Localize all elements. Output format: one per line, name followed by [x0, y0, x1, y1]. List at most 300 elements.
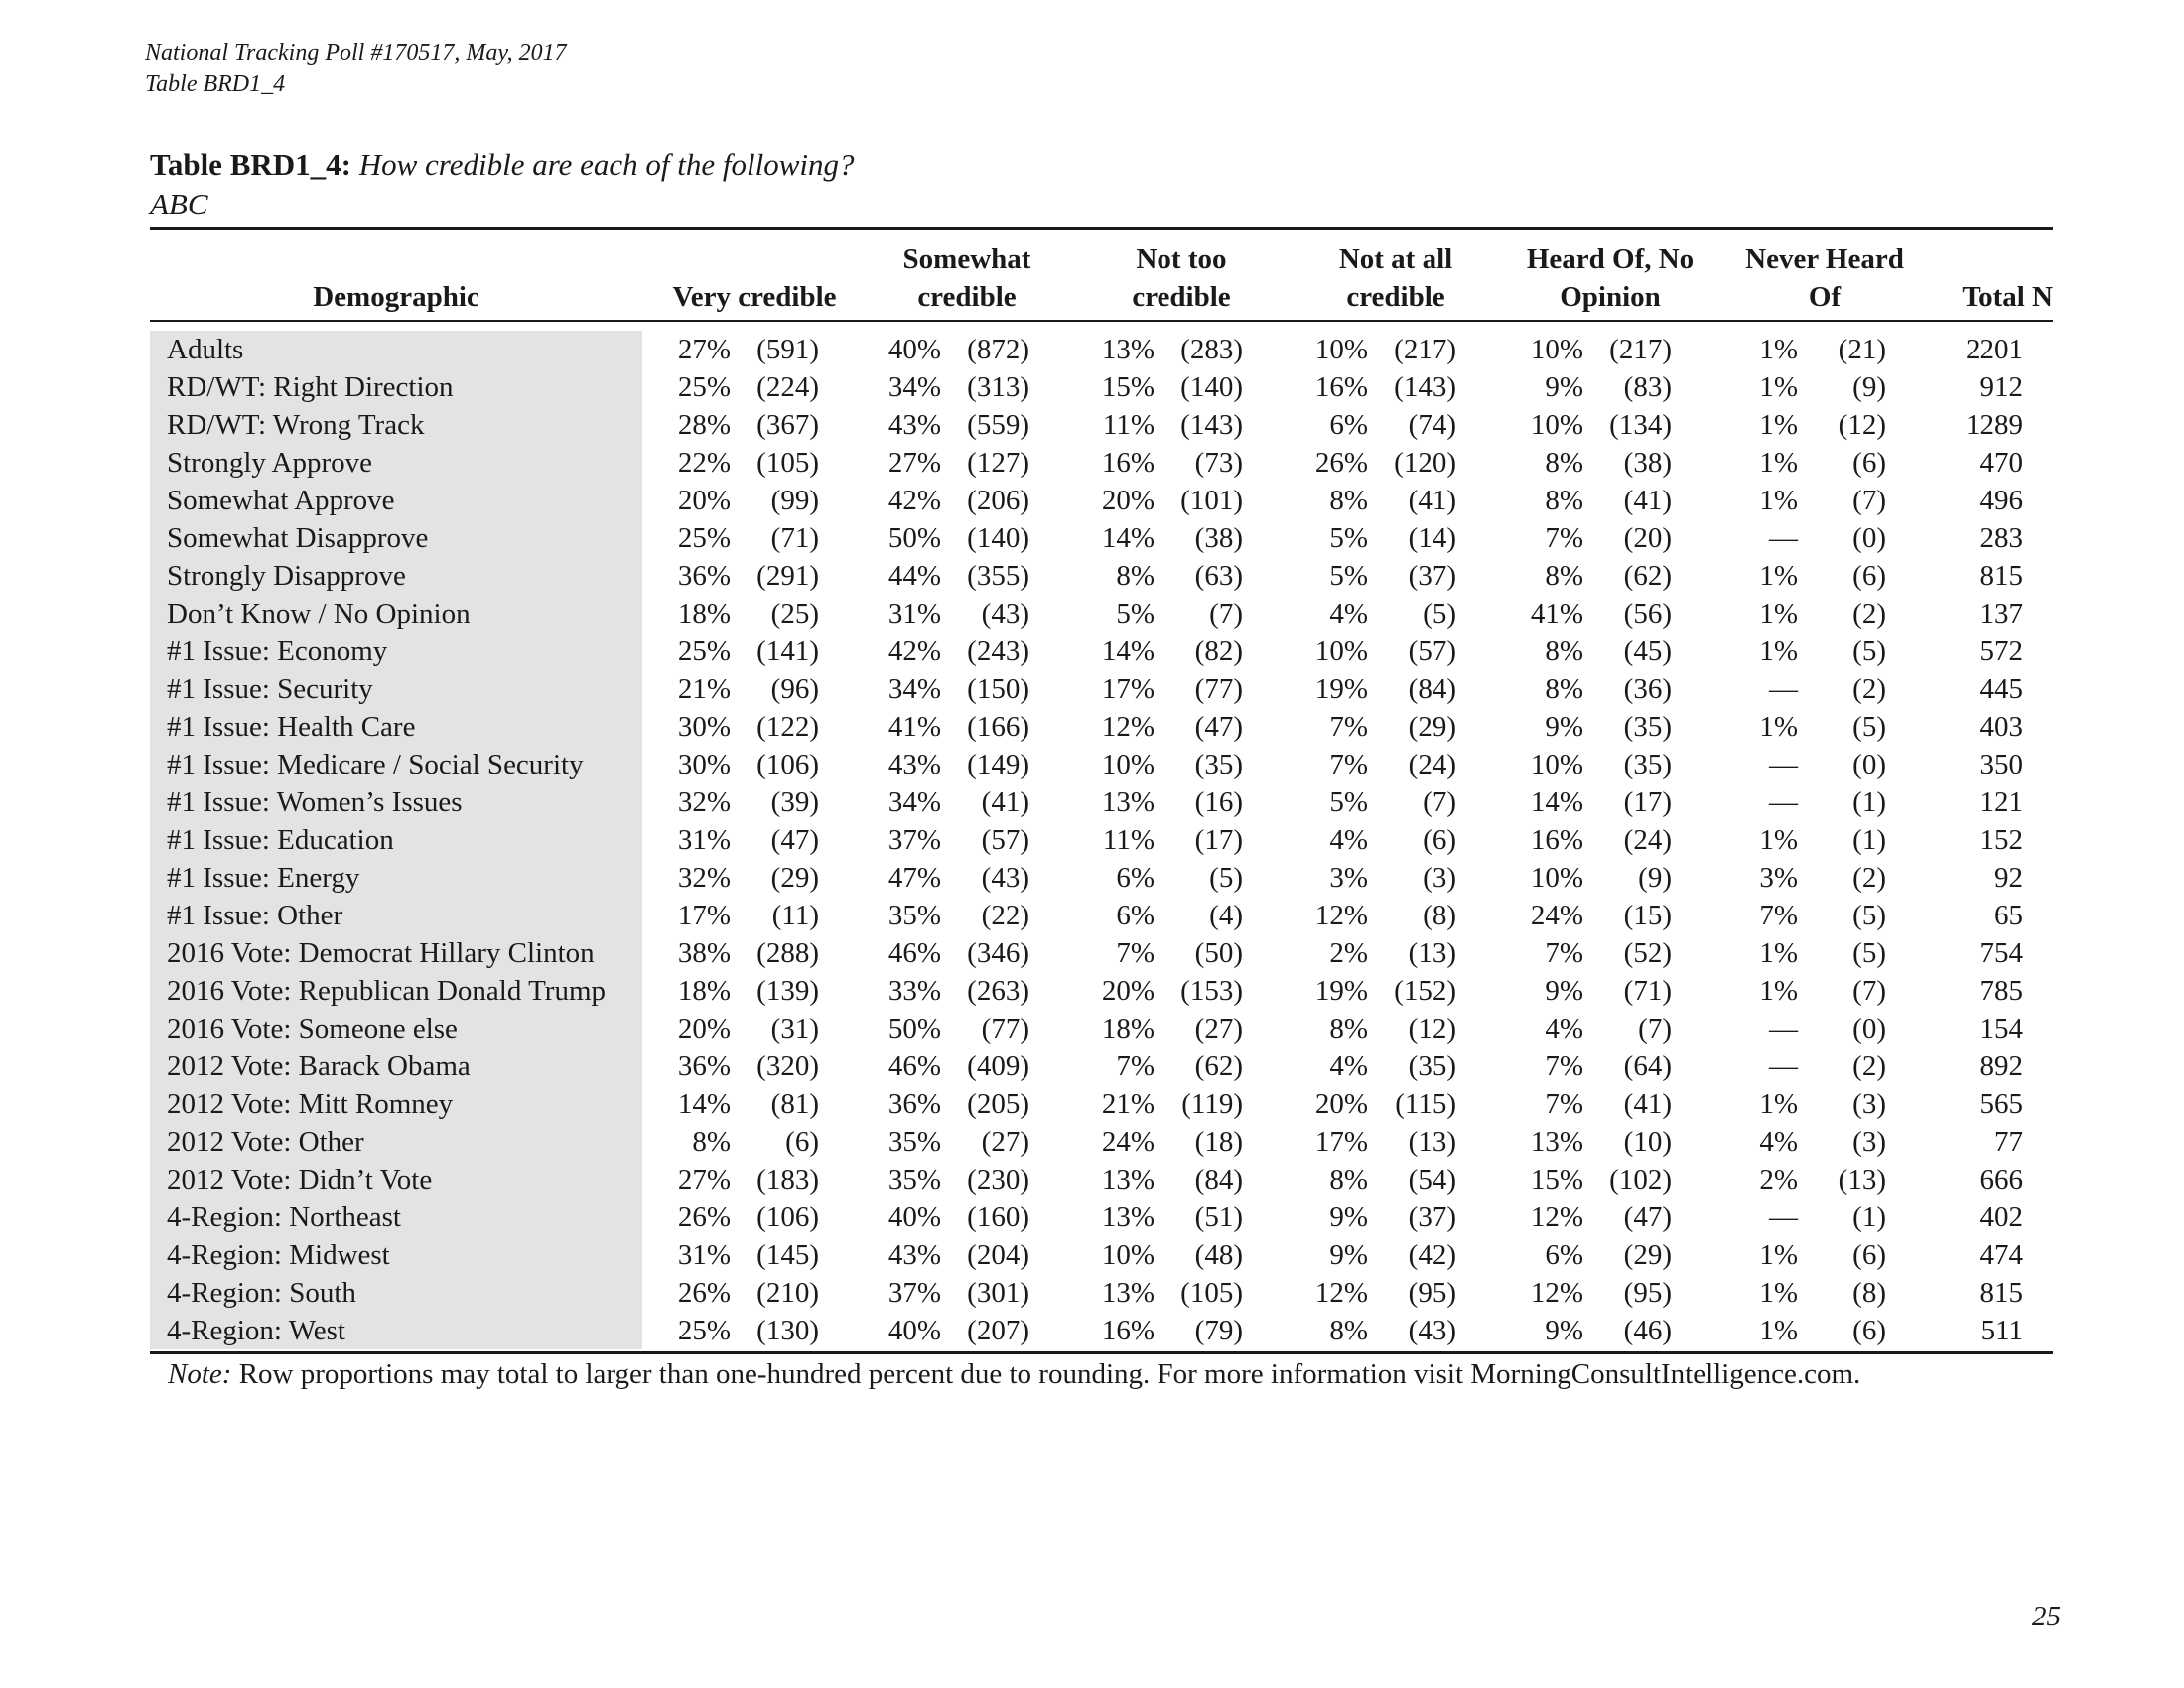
table-row	[150, 519, 2053, 557]
count-cell: (7)	[1638, 1013, 1672, 1045]
percent-cell: 42%	[887, 485, 941, 516]
count-cell: (207)	[967, 1315, 1029, 1346]
percent-cell: 8%	[1329, 1013, 1368, 1045]
count-cell: (29)	[1623, 1239, 1672, 1271]
count-cell: (143)	[1180, 409, 1243, 441]
total-n-cell: 474	[1979, 1239, 2023, 1271]
percent-cell: 40%	[887, 1201, 941, 1233]
count-cell: (7)	[1852, 975, 1886, 1007]
count-cell: (355)	[967, 560, 1029, 592]
count-cell: (0)	[1852, 1013, 1886, 1045]
note-text: Row proportions may total to larger than one-hundred percent due to rounding. For more information visit MorningConsultIntelligence.com.	[238, 1358, 1861, 1390]
count-cell: (6)	[1852, 447, 1886, 479]
poll-name: National Tracking Poll #170517, May, 2017	[145, 40, 567, 66]
count-cell: (127)	[967, 447, 1029, 479]
row-label: #1 Issue: Energy	[167, 862, 360, 894]
table-question: How credible are each of the following?	[358, 147, 855, 182]
percent-cell: 9%	[1329, 1239, 1368, 1271]
percent-cell: 8%	[1329, 1315, 1368, 1346]
percent-cell: 1%	[1759, 560, 1798, 592]
count-cell: (313)	[967, 371, 1029, 403]
count-cell: (243)	[967, 635, 1029, 667]
count-cell: (145)	[756, 1239, 819, 1271]
count-cell: (8)	[1423, 900, 1456, 931]
percent-cell: 16%	[1314, 371, 1368, 403]
note-label: Note:	[168, 1358, 232, 1390]
count-cell: (16)	[1194, 786, 1243, 818]
count-cell: (5)	[1423, 598, 1456, 630]
count-cell: (13)	[1408, 1126, 1456, 1158]
percent-cell: 8%	[1116, 560, 1155, 592]
percent-cell: 19%	[1314, 673, 1368, 705]
percent-cell: 4%	[1329, 598, 1368, 630]
percent-cell: 7%	[1545, 1051, 1583, 1082]
percent-cell: 43%	[887, 749, 941, 780]
row-label: #1 Issue: Security	[167, 673, 373, 705]
count-cell: (106)	[756, 749, 819, 780]
count-cell: (13)	[1838, 1164, 1886, 1196]
percent-cell: 1%	[1759, 635, 1798, 667]
percent-cell: 10%	[1101, 1239, 1155, 1271]
percent-cell: 3%	[1759, 862, 1798, 894]
count-cell: (77)	[1194, 673, 1243, 705]
row-label: 4-Region: Midwest	[167, 1239, 390, 1271]
row-label: RD/WT: Right Direction	[167, 371, 454, 403]
total-n-cell: 121	[1979, 786, 2023, 818]
percent-cell: 10%	[1530, 749, 1583, 780]
count-cell: (141)	[756, 635, 819, 667]
count-cell: (153)	[1180, 975, 1243, 1007]
percent-cell: 35%	[887, 1126, 941, 1158]
count-cell: (6)	[1852, 560, 1886, 592]
count-cell: (2)	[1852, 1051, 1886, 1082]
count-cell: (1)	[1852, 786, 1886, 818]
percent-cell: 25%	[677, 635, 731, 667]
percent-cell: 25%	[677, 371, 731, 403]
count-cell: (35)	[1194, 749, 1243, 780]
count-cell: (83)	[1623, 371, 1672, 403]
percent-cell: 26%	[1314, 447, 1368, 479]
count-cell: (62)	[1194, 1051, 1243, 1082]
percent-cell: 12%	[1314, 900, 1368, 931]
count-cell: (71)	[1623, 975, 1672, 1007]
table-row	[150, 557, 2053, 595]
count-cell: (9)	[1852, 371, 1886, 403]
total-n-cell: 65	[1994, 900, 2023, 931]
count-cell: (122)	[756, 711, 819, 743]
row-label: 4-Region: South	[167, 1277, 356, 1309]
count-cell: (17)	[1623, 786, 1672, 818]
count-cell: (5)	[1209, 862, 1243, 894]
percent-cell: 6%	[1116, 862, 1155, 894]
count-cell: (301)	[967, 1277, 1029, 1309]
table-row	[150, 1312, 2053, 1349]
count-cell: (57)	[1408, 635, 1456, 667]
column-header-somewhat-credible: Somewhat credible	[902, 243, 1031, 313]
row-label: 2016 Vote: Someone else	[167, 1013, 458, 1045]
count-cell: (56)	[1623, 598, 1672, 630]
count-cell: (43)	[981, 862, 1029, 894]
percent-cell: 27%	[887, 447, 941, 479]
count-cell: (6)	[785, 1126, 819, 1158]
count-cell: (51)	[1194, 1201, 1243, 1233]
count-cell: (20)	[1623, 522, 1672, 554]
total-n-cell: 92	[1994, 862, 2023, 894]
count-cell: (41)	[1408, 485, 1456, 516]
count-cell: (10)	[1623, 1126, 1672, 1158]
total-n-cell: 283	[1979, 522, 2023, 554]
count-cell: (29)	[770, 862, 819, 894]
percent-cell: 8%	[1545, 447, 1583, 479]
percent-cell: 7%	[1116, 937, 1155, 969]
percent-cell: 9%	[1545, 1315, 1583, 1346]
header-divider-rule	[150, 320, 2053, 322]
percent-cell: 7%	[1329, 711, 1368, 743]
count-cell: (74)	[1408, 409, 1456, 441]
count-cell: (96)	[770, 673, 819, 705]
row-label: 2012 Vote: Barack Obama	[167, 1051, 471, 1082]
percent-cell: 36%	[677, 1051, 731, 1082]
percent-cell: 1%	[1759, 1277, 1798, 1309]
percent-cell: 36%	[887, 1088, 941, 1120]
column-header-demographic: Demographic	[313, 281, 479, 313]
percent-cell: 20%	[1314, 1088, 1368, 1120]
row-label: 4-Region: Northeast	[167, 1201, 401, 1233]
table-row	[150, 934, 2053, 972]
count-cell: (82)	[1194, 635, 1243, 667]
percent-cell: 43%	[887, 1239, 941, 1271]
count-cell: (35)	[1408, 1051, 1456, 1082]
table-row	[150, 1010, 2053, 1048]
percent-cell: 20%	[677, 485, 731, 516]
percent-cell: 20%	[1101, 485, 1155, 516]
column-header-not-too-credible: Not too credible	[1132, 243, 1231, 313]
percent-cell: 10%	[1101, 749, 1155, 780]
percent-cell: 34%	[887, 673, 941, 705]
table-row	[150, 444, 2053, 482]
table-row	[150, 1048, 2053, 1085]
count-cell: (3)	[1423, 862, 1456, 894]
percent-cell: 17%	[1101, 673, 1155, 705]
row-label: #1 Issue: Medicare / Social Security	[167, 749, 584, 780]
count-cell: (57)	[981, 824, 1029, 856]
percent-cell: 17%	[1314, 1126, 1368, 1158]
count-cell: (230)	[967, 1164, 1029, 1196]
percent-cell: 46%	[887, 1051, 941, 1082]
row-label: #1 Issue: Health Care	[167, 711, 416, 743]
count-cell: (27)	[981, 1126, 1029, 1158]
percent-cell: 8%	[692, 1126, 731, 1158]
table-row	[150, 406, 2053, 444]
percent-cell: 1%	[1759, 824, 1798, 856]
percent-cell: —	[1769, 522, 1798, 554]
count-cell: (37)	[1408, 560, 1456, 592]
percent-cell: 38%	[677, 937, 731, 969]
percent-cell: 1%	[1759, 711, 1798, 743]
count-cell: (346)	[967, 937, 1029, 969]
percent-cell: 8%	[1329, 485, 1368, 516]
total-n-cell: 511	[1980, 1315, 2023, 1346]
count-cell: (54)	[1408, 1164, 1456, 1196]
table-row	[150, 821, 2053, 859]
count-cell: (12)	[1838, 409, 1886, 441]
count-cell: (105)	[1180, 1277, 1243, 1309]
total-n-cell: 815	[1979, 1277, 2023, 1309]
count-cell: (6)	[1852, 1315, 1886, 1346]
percent-cell: 47%	[887, 862, 941, 894]
percent-cell: 20%	[1101, 975, 1155, 1007]
count-cell: (18)	[1194, 1126, 1243, 1158]
count-cell: (0)	[1852, 749, 1886, 780]
total-n-cell: 565	[1979, 1088, 2023, 1120]
count-cell: (320)	[756, 1051, 819, 1082]
count-cell: (8)	[1852, 1277, 1886, 1309]
percent-cell: 35%	[887, 1164, 941, 1196]
percent-cell: 16%	[1101, 1315, 1155, 1346]
count-cell: (206)	[967, 485, 1029, 516]
count-cell: (139)	[756, 975, 819, 1007]
count-cell: (559)	[967, 409, 1029, 441]
count-cell: (25)	[770, 598, 819, 630]
percent-cell: 4%	[1329, 1051, 1368, 1082]
count-cell: (152)	[1394, 975, 1456, 1007]
percent-cell: 13%	[1101, 1277, 1155, 1309]
total-n-cell: 666	[1979, 1164, 2023, 1196]
row-label: 2012 Vote: Other	[167, 1126, 364, 1158]
total-n-cell: 2201	[1966, 334, 2023, 365]
percent-cell: 14%	[1101, 522, 1155, 554]
percent-cell: —	[1769, 1051, 1798, 1082]
percent-cell: 12%	[1101, 711, 1155, 743]
count-cell: (7)	[1209, 598, 1243, 630]
count-cell: (21)	[1838, 334, 1886, 365]
percent-cell: 43%	[887, 409, 941, 441]
percent-cell: 32%	[677, 786, 731, 818]
count-cell: (27)	[1194, 1013, 1243, 1045]
count-cell: (204)	[967, 1239, 1029, 1271]
total-n-cell: 470	[1979, 447, 2023, 479]
count-cell: (84)	[1408, 673, 1456, 705]
table-row	[150, 897, 2053, 934]
row-label: #1 Issue: Women’s Issues	[167, 786, 463, 818]
column-header-total-n: Total N	[1962, 281, 2053, 313]
count-cell: (217)	[1609, 334, 1672, 365]
count-cell: (77)	[981, 1013, 1029, 1045]
percent-cell: 50%	[887, 522, 941, 554]
table-row	[150, 368, 2053, 406]
percent-cell: 42%	[887, 635, 941, 667]
row-label: 2012 Vote: Didn’t Vote	[167, 1164, 433, 1196]
count-cell: (22)	[981, 900, 1029, 931]
percent-cell: 19%	[1314, 975, 1368, 1007]
percent-cell: 41%	[887, 711, 941, 743]
percent-cell: 16%	[1530, 824, 1583, 856]
percent-cell: 32%	[677, 862, 731, 894]
count-cell: (73)	[1194, 447, 1243, 479]
percent-cell: 34%	[887, 786, 941, 818]
table-row	[150, 633, 2053, 670]
table-row	[150, 859, 2053, 897]
percent-cell: 50%	[887, 1013, 941, 1045]
percent-cell: 26%	[677, 1201, 731, 1233]
count-cell: (115)	[1395, 1088, 1456, 1120]
count-cell: (5)	[1852, 937, 1886, 969]
count-cell: (120)	[1394, 447, 1456, 479]
count-cell: (31)	[770, 1013, 819, 1045]
percent-cell: 6%	[1329, 409, 1368, 441]
percent-cell: 26%	[677, 1277, 731, 1309]
count-cell: (13)	[1408, 937, 1456, 969]
column-header-heard-of-no-opinion: Heard Of, No Opinion	[1526, 243, 1695, 313]
percent-cell: 10%	[1530, 334, 1583, 365]
total-n-cell: 137	[1979, 598, 2023, 630]
row-label: #1 Issue: Economy	[167, 635, 388, 667]
percent-cell: 22%	[677, 447, 731, 479]
percent-cell: 31%	[677, 1239, 731, 1271]
percent-cell: 5%	[1329, 522, 1368, 554]
table-row	[150, 670, 2053, 708]
total-n-cell: 912	[1979, 371, 2023, 403]
percent-cell: 18%	[677, 975, 731, 1007]
count-cell: (0)	[1852, 522, 1886, 554]
percent-cell: 7%	[1759, 900, 1798, 931]
percent-cell: 9%	[1545, 711, 1583, 743]
table-subtitle: ABC	[150, 187, 208, 221]
total-n-cell: 154	[1979, 1013, 2023, 1045]
column-header-never-heard-of: Never Heard Of	[1745, 243, 1904, 313]
percent-cell: 4%	[1545, 1013, 1583, 1045]
row-label: Don’t Know / No Opinion	[167, 598, 471, 630]
count-cell: (591)	[756, 334, 819, 365]
count-cell: (160)	[967, 1201, 1029, 1233]
percent-cell: 30%	[677, 749, 731, 780]
percent-cell: 10%	[1314, 635, 1368, 667]
percent-cell: 13%	[1101, 1164, 1155, 1196]
table-title-label: Table BRD1_4:	[150, 147, 351, 182]
percent-cell: 14%	[677, 1088, 731, 1120]
count-cell: (38)	[1194, 522, 1243, 554]
count-cell: (217)	[1394, 334, 1456, 365]
row-label: #1 Issue: Education	[167, 824, 394, 856]
table-row	[150, 1161, 2053, 1198]
percent-cell: 25%	[677, 522, 731, 554]
percent-cell: 18%	[1101, 1013, 1155, 1045]
count-cell: (50)	[1194, 937, 1243, 969]
percent-cell: 24%	[1101, 1126, 1155, 1158]
percent-cell: —	[1769, 1013, 1798, 1045]
count-cell: (95)	[1623, 1277, 1672, 1309]
percent-cell: 27%	[677, 334, 731, 365]
count-cell: (166)	[967, 711, 1029, 743]
percent-cell: 1%	[1759, 485, 1798, 516]
count-cell: (38)	[1623, 447, 1672, 479]
percent-cell: 37%	[887, 824, 941, 856]
count-cell: (3)	[1852, 1126, 1886, 1158]
percent-cell: 11%	[1102, 409, 1155, 441]
percent-cell: 4%	[1759, 1126, 1798, 1158]
count-cell: (45)	[1623, 635, 1672, 667]
page-number: 25	[2032, 1601, 2061, 1632]
column-header-not-at-all-credible: Not at all credible	[1338, 243, 1453, 313]
count-cell: (48)	[1194, 1239, 1243, 1271]
count-cell: (17)	[1194, 824, 1243, 856]
count-cell: (5)	[1852, 900, 1886, 931]
count-cell: (2)	[1852, 598, 1886, 630]
percent-cell: 1%	[1759, 1239, 1798, 1271]
row-label: 4-Region: West	[167, 1315, 345, 1346]
count-cell: (41)	[1623, 485, 1672, 516]
percent-cell: 2%	[1759, 1164, 1798, 1196]
percent-cell: 2%	[1329, 937, 1368, 969]
count-cell: (6)	[1423, 824, 1456, 856]
percent-cell: 1%	[1759, 371, 1798, 403]
count-cell: (105)	[756, 447, 819, 479]
percent-cell: 12%	[1530, 1277, 1583, 1309]
percent-cell: 13%	[1101, 1201, 1155, 1233]
count-cell: (39)	[770, 786, 819, 818]
percent-cell: 21%	[677, 673, 731, 705]
percent-cell: 5%	[1116, 598, 1155, 630]
row-label: 2016 Vote: Democrat Hillary Clinton	[167, 937, 595, 969]
table-row	[150, 783, 2053, 821]
percent-cell: 15%	[1101, 371, 1155, 403]
count-cell: (64)	[1623, 1051, 1672, 1082]
percent-cell: 4%	[1329, 824, 1368, 856]
percent-cell: 18%	[677, 598, 731, 630]
percent-cell: 13%	[1530, 1126, 1583, 1158]
count-cell: (183)	[756, 1164, 819, 1196]
count-cell: (81)	[770, 1088, 819, 1120]
percent-cell: 31%	[677, 824, 731, 856]
count-cell: (14)	[1408, 522, 1456, 554]
percent-cell: 25%	[677, 1315, 731, 1346]
count-cell: (41)	[981, 786, 1029, 818]
percent-cell: 9%	[1329, 1201, 1368, 1233]
count-cell: (6)	[1852, 1239, 1886, 1271]
percent-cell: 21%	[1101, 1088, 1155, 1120]
percent-cell: 40%	[887, 334, 941, 365]
table-row	[150, 746, 2053, 783]
count-cell: (79)	[1194, 1315, 1243, 1346]
count-cell: (143)	[1394, 371, 1456, 403]
percent-cell: 24%	[1530, 900, 1583, 931]
total-n-cell: 815	[1979, 560, 2023, 592]
count-cell: (872)	[967, 334, 1029, 365]
count-cell: (47)	[770, 824, 819, 856]
table-row	[150, 331, 2053, 368]
percent-cell: 46%	[887, 937, 941, 969]
count-cell: (9)	[1638, 862, 1672, 894]
percent-cell: 41%	[1530, 598, 1583, 630]
count-cell: (35)	[1623, 711, 1672, 743]
percent-cell: 33%	[887, 975, 941, 1007]
percent-cell: 13%	[1101, 334, 1155, 365]
total-n-cell: 1289	[1966, 409, 2023, 441]
percent-cell: 37%	[887, 1277, 941, 1309]
percent-cell: 35%	[887, 900, 941, 931]
count-cell: (2)	[1852, 673, 1886, 705]
count-cell: (5)	[1852, 635, 1886, 667]
count-cell: (84)	[1194, 1164, 1243, 1196]
total-n-cell: 572	[1979, 635, 2023, 667]
percent-cell: —	[1769, 673, 1798, 705]
percent-cell: 1%	[1759, 598, 1798, 630]
table-row	[150, 1123, 2053, 1161]
percent-cell: 1%	[1759, 975, 1798, 1007]
count-cell: (102)	[1609, 1164, 1672, 1196]
percent-cell: 12%	[1314, 1277, 1368, 1309]
percent-cell: 30%	[677, 711, 731, 743]
